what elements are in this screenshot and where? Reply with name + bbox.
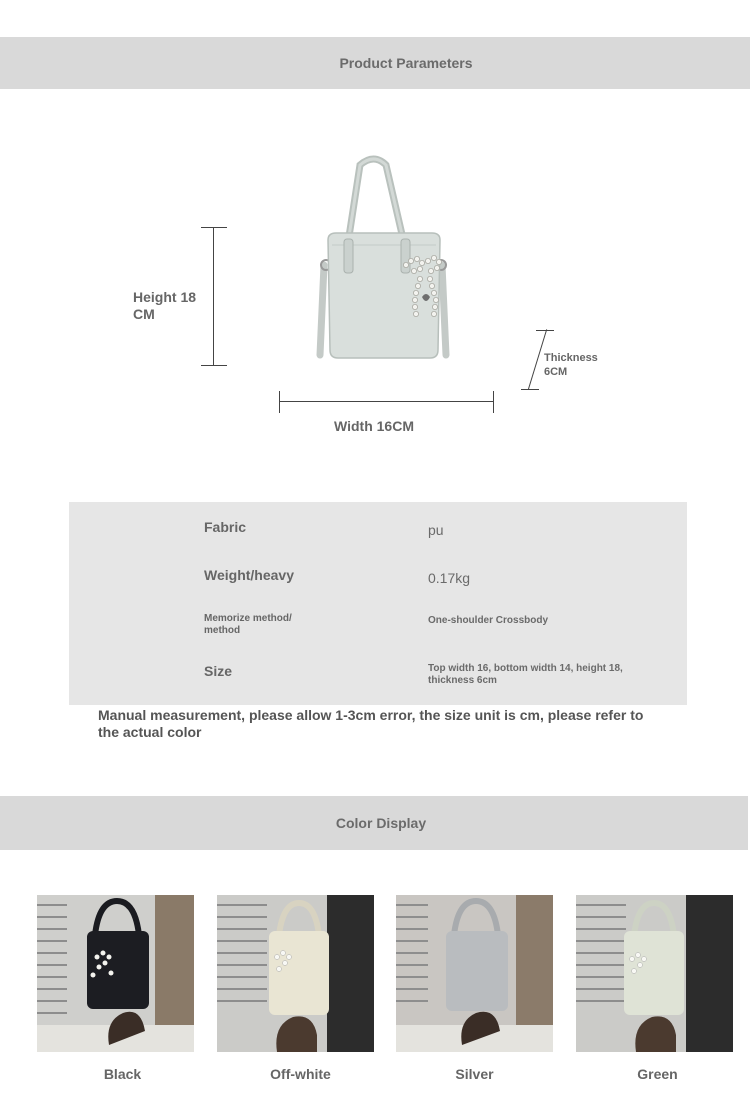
thickness-tick-bottom bbox=[521, 389, 539, 390]
height-label: Height 18 CM bbox=[133, 289, 197, 322]
spec-table bbox=[69, 502, 687, 705]
product-parameters-header bbox=[0, 37, 750, 89]
color-name-green: Green bbox=[637, 1066, 678, 1082]
spec-label-size: Size bbox=[204, 663, 233, 679]
width-tick-right bbox=[493, 391, 494, 413]
product-parameters-title: Product Parameters bbox=[339, 55, 473, 71]
height-dimension-line bbox=[213, 227, 214, 365]
spec-value-weight: 0.17kg bbox=[428, 570, 471, 586]
spec-value-size: Top width 16, bottom width 14, height 18, thickness 6cm bbox=[428, 663, 623, 686]
spec-label-fabric: Fabric bbox=[204, 519, 247, 535]
color-display-header bbox=[0, 796, 748, 850]
thickness-label: Thickness 6CM bbox=[544, 352, 598, 378]
width-tick-left bbox=[279, 391, 280, 413]
color-name-off-white: Off-white bbox=[270, 1066, 331, 1082]
color-option-silver[interactable] bbox=[396, 895, 553, 1052]
width-label: Width 16CM bbox=[334, 418, 414, 434]
spec-value-fabric: pu bbox=[428, 522, 444, 538]
height-dimension-tick-top bbox=[201, 227, 227, 228]
thickness-tick-top bbox=[536, 330, 554, 331]
spec-value-method: One-shoulder Crossbody bbox=[428, 615, 549, 626]
color-name-black: Black bbox=[103, 1066, 142, 1082]
width-dimension-line bbox=[279, 401, 494, 402]
color-display-title: Color Display bbox=[335, 815, 427, 831]
color-option-green[interactable] bbox=[576, 895, 733, 1052]
measurement-note: Manual measurement, please allow 1-3cm error, the size unit is cm, please refer to the actual color bbox=[98, 707, 644, 740]
color-option-off-white[interactable] bbox=[217, 895, 374, 1052]
product-image bbox=[314, 155, 464, 370]
spec-label-weight: Weight/heavy bbox=[204, 567, 294, 583]
height-dimension-tick-bottom bbox=[201, 365, 227, 366]
spec-label-method: Memorize method/ method bbox=[204, 613, 292, 636]
color-name-silver: Silver bbox=[455, 1066, 494, 1082]
color-option-black[interactable] bbox=[37, 895, 194, 1052]
